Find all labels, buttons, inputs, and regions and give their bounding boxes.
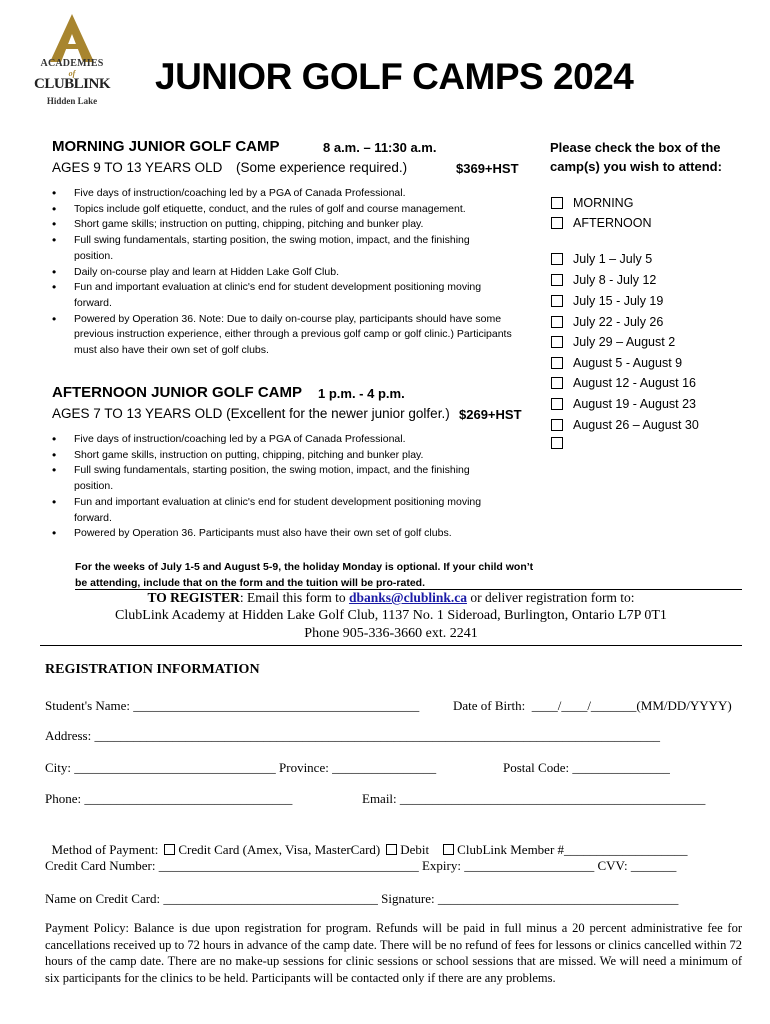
city-province-field[interactable]: City: _______________________________ Province: ________________ [45,760,437,775]
checkbox-week-3[interactable] [551,294,663,308]
checkbox-icon[interactable] [551,197,563,209]
payment-method-row [45,826,688,858]
credit-card-number-field[interactable]: Credit Card Number: ________________________________________ Expiry: ____________________ CVV: _______ [45,858,677,873]
checkbox-icon[interactable] [551,217,563,229]
morning-camp-experience: (Some experience required.) [236,160,408,175]
checkbox-week-5[interactable] [551,335,675,349]
register-text: or deliver registration form to: [466,590,635,605]
afternoon-camp-ages: AGES 7 TO 13 YEARS OLD (Excellent for the newer junior golfer.) [52,406,450,421]
checkbox-week-8[interactable] [551,397,696,411]
checkbox-icon[interactable] [386,844,397,855]
email-link[interactable]: dbanks@clublink.ca [348,590,467,605]
logo-hidden-lake-text: Hidden Lake [46,96,98,106]
register-label: TO REGISTER [147,590,240,605]
checkbox-icon[interactable] [551,419,563,431]
list-item: • Short game skills; instruction on putting, chipping, pitching and bunker play. [50,217,535,233]
list-item: • Short game skills, instruction on putting, chipping, pitching and bunker play. [50,448,510,464]
payment-member-option: ClubLink Member #___________________ [457,842,688,857]
register-text: : Email this form to [239,590,349,605]
list-item: • Five days of instruction/coaching led by a PGA of Canada Professional. [50,186,535,202]
checkbox-label: August 5 - August 9 [573,356,683,370]
checkbox-week-1[interactable] [551,252,652,266]
checkbox-label: July 29 – August 2 [573,335,676,349]
checkbox-icon[interactable] [551,437,563,449]
payment-policy: Payment Policy: Balance is due upon registration for program. Refunds will be paid in full minus a 20 percent administrative fee for cancellations received up to 72 hours in advance of the camp date. There will be no refund of fees for lessons or clinics cancelled within 72 hours of the camp date. There are no make-up sessions for clinic sessions or school sessions that are missed. We will need a minimum of six participants for the clinics to be held. Participants will be contacted only if there are any problems. [45,921,742,985]
holiday-note: For the weeks of July 1-5 and August 5-9, the holiday Monday is optional. If your child won’t be attending, include that on the form and the tuition will be pro-rated. [75,561,534,589]
list-item: • Powered by Operation 36. Note: Due to daily on-course play, participants should have some previous instruction experience, either through a previous golf camp or golf clinic.) Participants must also have their own set of golf clubs. [50,312,534,359]
register-instructions [40,590,742,606]
phone-field[interactable]: Phone: ________________________________ [45,791,293,806]
logo-academies-text: ACADEMIES [40,58,104,69]
morning-camp-price: $369+HST [456,161,519,176]
checkbox-icon[interactable] [551,377,563,389]
club-phone: Phone 905-336-3660 ext. 2241 [304,626,478,641]
morning-camp-heading: MORNING JUNIOR GOLF CAMP [52,138,280,155]
email-field[interactable]: Email: _______________________________________________ [362,791,706,806]
checkbox-icon[interactable] [443,844,454,855]
list-item: • Fun and important evaluation at clinic's end for student development positioning moving forward. [50,495,504,526]
afternoon-camp-heading: AFTERNOON JUNIOR GOLF CAMP [52,384,302,401]
list-item: • Full swing fundamentals, starting position, the swing motion, impact, and the finishing position. [50,463,474,494]
payment-label: Method of Payment: [51,842,159,857]
checkbox-week-10[interactable] [551,437,573,449]
list-item: • Daily on-course play and learn at Hidden Lake Golf Club. [50,265,535,281]
credit-card-name-field[interactable]: Name on Credit Card: _________________________________ Signature: _____________________________________ [45,891,679,906]
payment-debit-option: Debit [400,842,430,857]
checkbox-week-9[interactable] [551,418,699,432]
list-item: • Topics include golf etiquette, conduct, and the rules of golf and course management. [50,202,535,218]
checkbox-icon[interactable] [551,336,563,348]
logo-of-text: of [68,69,76,78]
list-item: • Five days of instruction/coaching led by a PGA of Canada Professional. [50,432,510,448]
checkbox-week-6[interactable] [551,356,682,370]
afternoon-camp-bullets [50,432,510,542]
checkbox-label: July 15 - July 19 [573,294,664,308]
checklist-heading: Please check the box of the camp(s) you wish to attend: [550,140,722,174]
checkbox-icon[interactable] [551,253,563,265]
registration-heading: REGISTRATION INFORMATION [45,662,260,677]
checkbox-week-4[interactable] [551,315,663,329]
list-item: • Full swing fundamentals, starting position, the swing motion, impact, and the finishing position. [50,233,474,264]
list-item: • Powered by Operation 36. Participants must also have their own set of golf clubs. [50,526,510,542]
payment-credit-option: Credit Card (Amex, Visa, MasterCard) [178,842,381,857]
club-address: ClubLink Academy at Hidden Lake Golf Club, 1137 No. 1 Sideroad, Burlington, Ontario L7P 0T1 [115,608,667,623]
checkbox-label: August 12 - August 16 [573,376,697,390]
checkbox-label: MORNING [573,196,634,210]
checkbox-label: July 1 – July 5 [573,252,653,266]
checkbox-icon[interactable] [551,316,563,328]
date-of-birth-field[interactable]: Date of Birth: ____/____/_______(MM/DD/YYYY) [453,698,732,713]
page-title: JUNIOR GOLF CAMPS 2024 [155,56,634,97]
checkbox-icon[interactable] [551,295,563,307]
checkbox-label: August 19 - August 23 [573,397,697,411]
checkbox-label: July 22 - July 26 [573,315,664,329]
divider [40,645,742,646]
checkbox-label: August 26 – August 30 [573,418,699,432]
logo-clublink-text: CLUBLINK [34,76,111,92]
checkbox-icon[interactable] [551,398,563,410]
morning-camp-ages: AGES 9 TO 13 YEARS OLD [52,160,223,175]
address-field[interactable]: Address: _______________________________________________________________________________________ [45,728,660,743]
checkbox-icon[interactable] [551,274,563,286]
letter-a-logo-icon [50,14,94,62]
morning-camp-bullets [50,186,535,359]
afternoon-camp-time: 1 p.m. - 4 p.m. [318,386,405,401]
checkbox-icon[interactable] [164,844,175,855]
checkbox-morning[interactable] [551,196,633,210]
checkbox-week-2[interactable] [551,273,656,287]
checkbox-icon[interactable] [551,357,563,369]
checkbox-label: AFTERNOON [573,216,652,230]
postal-code-field[interactable]: Postal Code: _______________ [503,760,670,775]
afternoon-camp-price: $269+HST [459,407,522,422]
checkbox-week-7[interactable] [551,376,696,390]
checkbox-afternoon[interactable] [551,216,651,230]
morning-camp-time: 8 a.m. – 11:30 a.m. [323,140,437,155]
list-item: • Fun and important evaluation at clinic's end for student development positioning moving forward. [50,280,504,311]
student-name-field[interactable]: Student's Name: ____________________________________________ [45,698,420,713]
academies-logo [32,14,112,106]
checkbox-label: July 8 - July 12 [573,273,657,287]
